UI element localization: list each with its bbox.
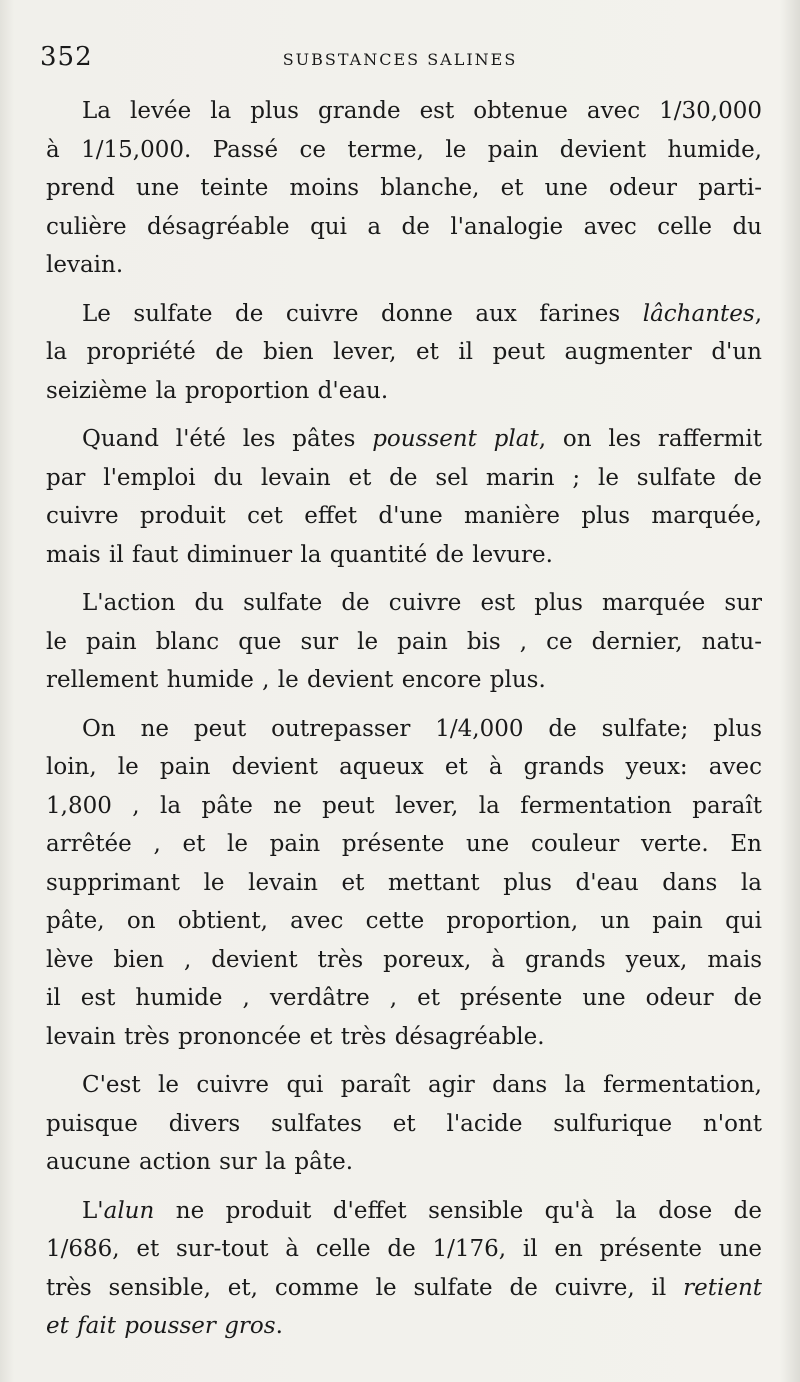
text-segment: Le sulfate de cuivre donne aux farines — [82, 300, 643, 327]
text-line — [46, 372, 762, 411]
text-line — [46, 710, 762, 749]
text-segment: pâte, on obtient, avec cette proportion, un pain qui — [46, 908, 762, 934]
text-segment: le pain blanc que sur le pain bis , ce dernier, natu- — [46, 628, 762, 655]
text-line — [46, 864, 762, 903]
text-segment: L'action du sulfate de cuivre est plus marquée sur — [82, 590, 762, 616]
text-line — [46, 295, 762, 334]
text-segment: puisque divers sulfates et l'acide sulfurique n'ont — [46, 1110, 762, 1137]
text-segment: aucune action sur la pâte. — [46, 1149, 354, 1175]
text-line — [46, 92, 762, 131]
text-line — [46, 420, 762, 459]
text-segment: lève bien , devient très poreux, à grands yeux, mais — [46, 946, 762, 973]
italic-text: et fait pousser gros — [46, 1313, 276, 1339]
italic-text: retient — [683, 1274, 762, 1301]
text-segment: prend une teinte moins blanche, et une odeur parti- — [46, 175, 762, 201]
text-segment: 1/686, et sur-tout à celle de 1/176, il en présente une — [46, 1236, 762, 1262]
text-segment: très sensible, et, comme le sulfate de cuivre, il — [46, 1274, 684, 1301]
paragraph — [46, 1192, 762, 1346]
page-header — [40, 42, 760, 78]
text-line — [46, 1269, 762, 1308]
text-line — [46, 623, 762, 662]
text-segment: . — [275, 1313, 283, 1339]
text-line — [46, 825, 762, 864]
text-line — [46, 661, 762, 700]
text-segment: mais il faut diminuer la quantité de levure. — [46, 541, 553, 568]
text-line — [46, 1307, 762, 1346]
text-segment: cuivre produit cet effet d'une manière plus marquée, — [46, 503, 762, 529]
text-segment: On ne peut outrepasser 1/4,000 de sulfate; plus — [82, 715, 762, 742]
paragraph — [46, 92, 762, 285]
text-line — [46, 748, 762, 787]
text-segment: à 1/15,000. Passé ce terme, le pain devient humide, — [46, 136, 762, 163]
paragraph — [46, 710, 762, 1057]
text-line — [46, 902, 762, 941]
text-segment: arrêtée , et le pain présente une couleur verte. En — [46, 831, 762, 857]
text-line — [46, 1192, 762, 1231]
text-segment: C'est le cuivre qui paraît agir dans la fermentation, — [82, 1072, 762, 1098]
text-segment: il est humide , verdâtre , et présente une odeur de — [46, 985, 762, 1011]
text-segment: , on les raffermit — [538, 426, 762, 452]
text-line — [46, 536, 762, 575]
text-line — [46, 787, 762, 826]
paragraph — [46, 420, 762, 574]
text-line — [46, 169, 762, 208]
text-line — [46, 1143, 762, 1182]
text-segment: La levée la plus grande est obtenue avec 1/30,000 — [82, 98, 762, 124]
text-segment: , — [754, 300, 762, 327]
text-segment: seizième la proportion d'eau. — [46, 377, 389, 404]
text-line — [46, 459, 762, 498]
text-segment: L' — [82, 1197, 104, 1224]
text-segment: par l'emploi du levain et de sel marin ; le sulfate de — [46, 464, 762, 491]
body-text — [46, 92, 762, 1356]
paragraph — [46, 584, 762, 700]
text-segment: levain. — [46, 252, 124, 278]
text-segment: 1,800 , la pâte ne peut lever, la fermentation paraît — [46, 792, 762, 819]
text-line — [46, 497, 762, 536]
text-segment: la propriété de bien lever, et il peut augmenter d'un — [46, 339, 762, 365]
text-segment: rellement humide , le devient encore plus. — [46, 667, 546, 693]
paragraph — [46, 1066, 762, 1182]
page-number: 352 — [40, 42, 93, 72]
text-segment: loin, le pain devient aqueux et à grands yeux: avec — [46, 754, 762, 780]
text-line — [46, 1066, 762, 1105]
text-line — [46, 584, 762, 623]
text-line — [46, 1018, 762, 1057]
text-line — [46, 979, 762, 1018]
text-segment: levain très prononcée et très désagréable. — [46, 1023, 545, 1050]
paragraph — [46, 295, 762, 411]
text-segment: culière désagréable qui a de l'analogie avec celle du — [46, 213, 762, 240]
text-line — [46, 941, 762, 980]
italic-text: lâchantes — [642, 300, 755, 327]
text-line — [46, 333, 762, 372]
running-head: SUBSTANCES SALINES — [282, 50, 518, 69]
text-segment: Quand l'été les pâtes — [82, 426, 373, 452]
italic-text: poussent plat — [372, 426, 539, 452]
text-line — [46, 208, 762, 247]
text-line — [46, 246, 762, 285]
text-segment: supprimant le levain et mettant plus d'eau dans la — [46, 869, 762, 896]
text-line — [46, 131, 762, 170]
text-line — [46, 1105, 762, 1144]
italic-text: alun — [103, 1197, 155, 1224]
text-segment: ne produit d'effet sensible qu'à la dose de — [154, 1197, 762, 1224]
text-line — [46, 1230, 762, 1269]
